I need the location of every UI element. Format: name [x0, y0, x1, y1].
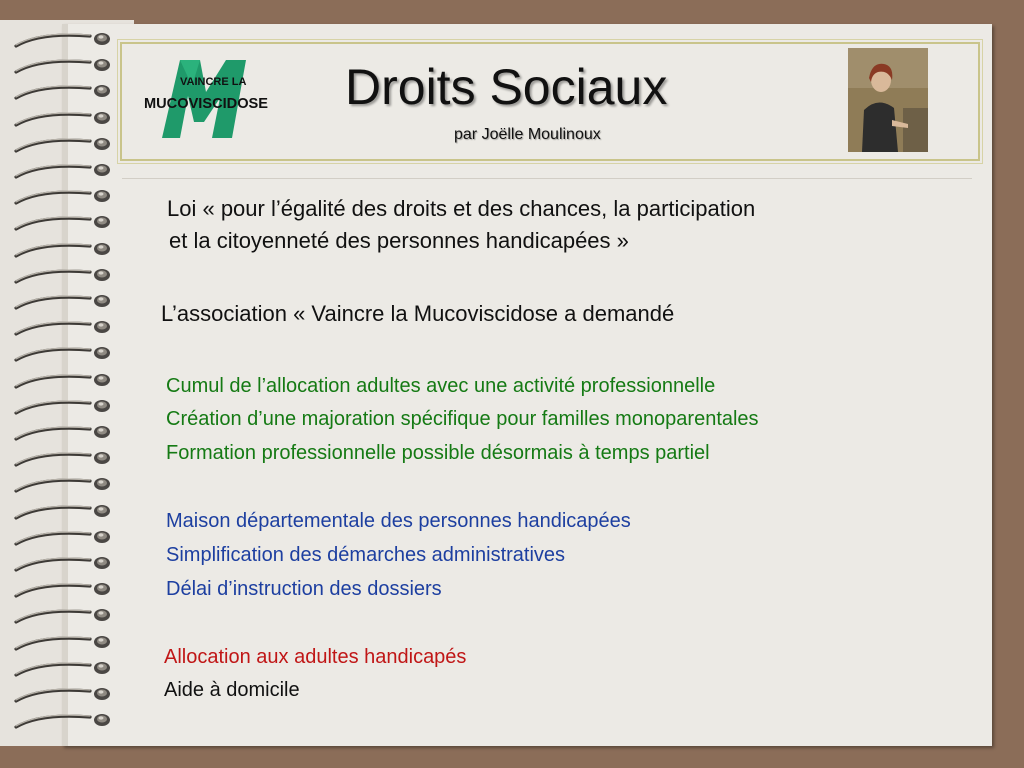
- binding-ring: [10, 449, 110, 471]
- binding-ring: [10, 397, 110, 419]
- binding-ring: [10, 266, 110, 288]
- binding-ring: [10, 344, 110, 366]
- vaincre-la-mucoviscidose-logo: [140, 52, 270, 142]
- binding-ring: [10, 213, 110, 235]
- binding-ring: [10, 109, 110, 131]
- binding-ring: [10, 659, 110, 681]
- binding-ring: [10, 554, 110, 576]
- binding-ring: [10, 240, 110, 262]
- logo-text-line1: VAINCRE LA: [180, 76, 247, 88]
- binding-ring: [10, 318, 110, 340]
- logo-text-line2: MUCOVISCIDOSE: [144, 95, 268, 112]
- binding-ring: [10, 371, 110, 393]
- binding-ring: [10, 685, 110, 707]
- list-item-green-1: Cumul de l’allocation adultes avec une activité professionnelle: [166, 375, 716, 397]
- page-subtitle: par Joëlle Moulinoux: [454, 126, 601, 143]
- binding-ring: [10, 502, 110, 524]
- binding-ring: [10, 82, 110, 104]
- loi-line-2: et la citoyenneté des personnes handicapées »: [169, 228, 629, 253]
- binding-ring: [10, 711, 110, 733]
- list-item-green-2: Création d’une majoration spécifique pour familles monoparentales: [166, 408, 759, 430]
- page-title: Droits Sociaux: [345, 59, 668, 115]
- binding-ring: [10, 528, 110, 550]
- list-item-blue-2: Simplification des démarches administratives: [166, 544, 566, 566]
- binding-ring: [10, 187, 110, 209]
- list-item-black: Aide à domicile: [164, 679, 300, 701]
- association-heading: L’association « Vaincre la Mucoviscidose a demandé: [161, 301, 675, 326]
- loi-line-1: Loi « pour l’égalité des droits et des chances, la participation: [167, 196, 756, 221]
- binding-ring: [10, 580, 110, 602]
- binding-ring: [10, 475, 110, 497]
- list-item-blue-1: Maison départementale des personnes handicapées: [166, 510, 631, 532]
- binding-ring: [10, 292, 110, 314]
- binding-ring: [10, 423, 110, 445]
- binding-ring: [10, 606, 110, 628]
- binding-ring: [10, 56, 110, 78]
- header-divider: [122, 178, 972, 179]
- list-item-red: Allocation aux adultes handicapés: [164, 646, 467, 668]
- binding-ring: [10, 633, 110, 655]
- list-item-green-3: Formation professionnelle possible désormais à temps partiel: [166, 442, 710, 464]
- binding-ring: [10, 161, 110, 183]
- binding-ring: [10, 135, 110, 157]
- list-item-blue-3: Délai d’instruction des dossiers: [166, 578, 442, 600]
- author-photo: [848, 48, 928, 152]
- binding-ring: [10, 30, 110, 52]
